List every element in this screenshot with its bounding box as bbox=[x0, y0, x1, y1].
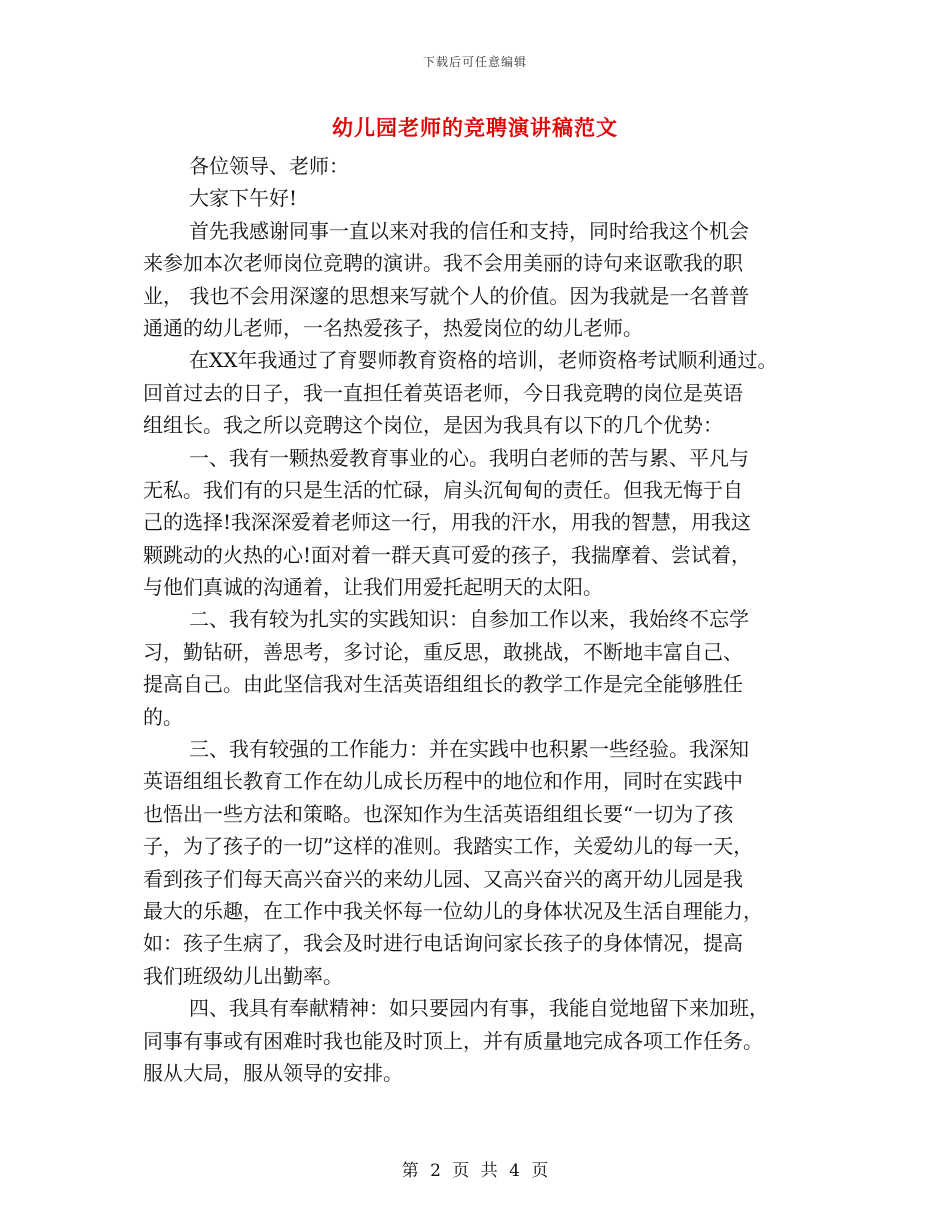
text-line: 看到孩子们每天高兴奋兴的来幼儿园、又高兴奋兴的离开幼儿园是我 bbox=[143, 866, 743, 891]
text-line: 无私。我们有的只是生活的忙碌，肩头沉甸甸的责任。但我无悔于自 bbox=[143, 477, 743, 502]
text-line: 提高自己。由此坚信我对生活英语组组长的教学工作是完全能够胜任 bbox=[143, 672, 743, 697]
text-line: 颗跳动的火热的心!面对着一群天真可爱的孩子，我揣摩着、尝试着， bbox=[143, 542, 752, 567]
text-line: 来参加本次老师岗位竞聘的演讲。我不会用美丽的诗句来讴歌我的职 bbox=[143, 251, 743, 276]
text-line: 回首过去的日子，我一直担任着英语老师，今日我竞聘的岗位是英语 bbox=[143, 380, 743, 405]
text-line: 组组长。我之所以竞聘这个岗位，是因为我具有以下的几个优势： bbox=[143, 413, 723, 438]
text-line: 三、我有较强的工作能力：并在实践中也积累一些经验。我深知 bbox=[189, 737, 749, 762]
text-line: 与他们真诚的沟通着，让我们用爱托起明天的太阳。 bbox=[143, 575, 603, 600]
text-line: 也悟出一些方法和策略。也深知作为生活英语组组长要“一切为了孩 bbox=[143, 801, 734, 826]
text-line: 四、我具有奉献精神：如只要园内有事，我能自觉地留下来加班， bbox=[189, 996, 769, 1021]
header-note: 下载后可任意编辑 bbox=[422, 55, 527, 69]
text-line: 一、我有一颗热爱教育事业的心。我明白老师的苦与累、平凡与 bbox=[189, 445, 749, 470]
text-line: 首先我感谢同事一直以来对我的信任和支持，同时给我这个机会 bbox=[189, 218, 749, 243]
text-line: 的。 bbox=[143, 704, 183, 729]
text-line: 各位领导、老师： bbox=[189, 154, 349, 178]
page-footer: 第 2 页 共 4 页 bbox=[401, 1161, 549, 1181]
text-line: 如：孩子生病了，我会及时进行电话询问家长孩子的身体情况，提高 bbox=[143, 931, 743, 956]
text-line: 通通的幼儿老师，一名热爱孩子，热爱岗位的幼儿老师。 bbox=[143, 315, 643, 340]
text-line: 英语组组长教育工作在幼儿成长历程中的地位和作用，同时在实践中 bbox=[143, 769, 743, 794]
text-line: 习，勤钻研，善思考，多讨论，重反思，敢挑战，不断地丰富自己、 bbox=[143, 639, 743, 664]
text-line: 大家下午好! bbox=[189, 186, 298, 211]
text-line: 我们班级幼儿出勤率。 bbox=[143, 963, 343, 988]
text-line: 业， 我也不会用深邃的思想来写就个人的价值。因为我就是一名普普 bbox=[143, 283, 750, 308]
text-line: 同事有事或有困难时我也能及时顶上，并有质量地完成各项工作任务。 bbox=[143, 1028, 763, 1053]
text-line: 最大的乐趣，在工作中我关怀每一位幼儿的身体状况及生活自理能力， bbox=[143, 898, 763, 923]
text-line: 子，为了孩子的一切”这样的准则。我踏实工作，关爱幼儿的每一天， bbox=[143, 834, 754, 859]
text-line: 在XX年我通过了育婴师教育资格的培训，老师资格考试顺利通过。 bbox=[189, 348, 778, 373]
text-line: 己的选择!我深深爱着老师这一行，用我的汗水，用我的智慧，用我这 bbox=[143, 510, 752, 535]
document-body bbox=[143, 150, 815, 1089]
document-title: 幼儿园老师的竞聘演讲稿范文 bbox=[332, 116, 618, 140]
text-line: 二、我有较为扎实的实践知识：自参加工作以来，我始终不忘学 bbox=[189, 607, 749, 632]
text-line: 服从大局，服从领导的安排。 bbox=[143, 1060, 403, 1085]
